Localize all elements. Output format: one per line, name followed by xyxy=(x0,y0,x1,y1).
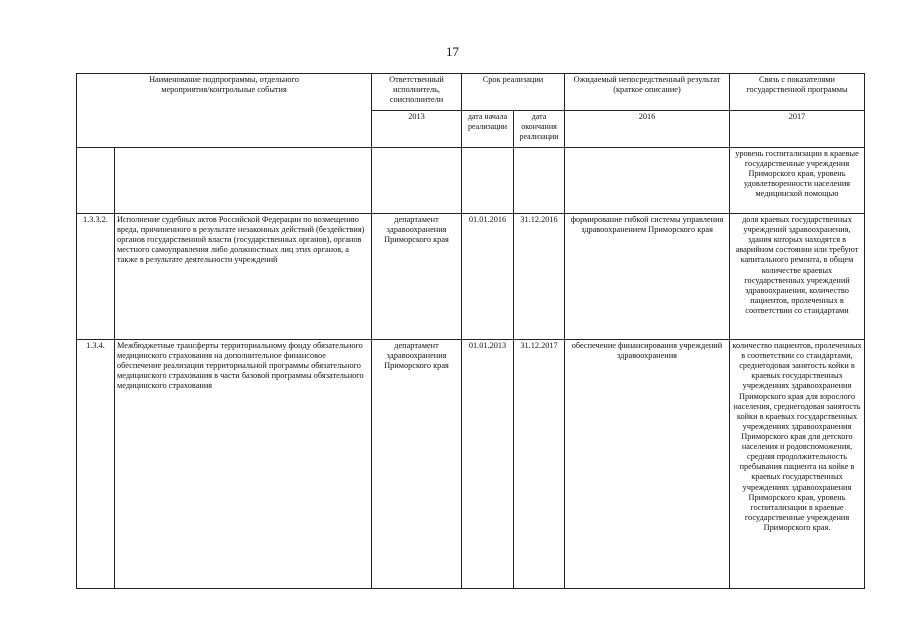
row-start xyxy=(462,148,514,214)
row-relation: доля краевых государственных учреждений здравоохранения, здания которых находятся в аварийном состоянии или требуют капитального ремонта, в общем количестве краевых государственных учреждений здравоохранения, количество пациентов, пролеченных в соответствии со стандартами xyxy=(730,214,865,340)
header-term: Срок реализации xyxy=(462,74,565,111)
row-code xyxy=(77,148,115,214)
row-start: 01.01.2013 xyxy=(462,340,514,589)
header-responsible: Ответственный исполнитель, соисполнители xyxy=(372,74,462,111)
table-row xyxy=(77,214,865,340)
row-responsible: департамент здравоохранения Приморского края xyxy=(372,214,462,340)
row-name: Исполнение судебных актов Российской Федерации по возмещению вреда, причиненного в результате незаконных действий (бездействия) органов государственной власти (государственных органов), органов местного самоуправления либо должностных лиц этих органов, а также в результате деятельности учреждений xyxy=(115,214,372,340)
header-name: Наименование подпрограммы, отдельного мероприятия/контрольные события xyxy=(77,74,372,148)
page-number: 17 xyxy=(446,44,459,59)
row-start: 01.01.2016 xyxy=(462,214,514,340)
row-code: 1.3.4. xyxy=(77,340,115,589)
row-responsible: департамент здравоохранения Приморского края xyxy=(372,340,462,589)
row-expected: обеспечение финансирования учреждений здравоохранения xyxy=(565,340,730,589)
row-expected xyxy=(565,148,730,214)
row-name xyxy=(115,148,372,214)
row-end xyxy=(514,148,565,214)
row-relation: количество пациентов, пролеченных в соответствии со стандартами, среднегодовая занятость койки в краевых государственных учреждениях здравоохранения Приморского края для взрослого населения, среднегодовая занятость койки в краевых государственных учреждениях здравоохранения Приморского края для детского населения и родовспоможения, средняя продолжительность пребывания пациента на койке в краевых государственных учреждениях здравоохранения Приморского края, уровень госпитализации в краевые государственные учреждения Приморского края. xyxy=(730,340,865,589)
table-row xyxy=(77,148,865,214)
row-end: 31.12.2017 xyxy=(514,340,565,589)
row-relation: уровень госпитализации в краевые государственные учреждения Приморского края, уровень удовлетворенности населения медицинской помощью xyxy=(730,148,865,214)
row-name: Межбюджетные трансферты территориальному фонду обязательного медицинского страхования на дополнительное финансовое обеспечение реализации территориальной программы обязательного медицинского страхования в части базовой программы обязательного медицинского страхования xyxy=(115,340,372,589)
header-year-expected: 2016 xyxy=(565,111,730,148)
header-relation: Связь с показателями государственной программы xyxy=(730,74,865,111)
row-expected: формирование гибкой системы управления здравоохранением Приморского края xyxy=(565,214,730,340)
header-year-responsible: 2013 xyxy=(372,111,462,148)
header-start-date: дата начала реализации xyxy=(462,111,514,148)
measures-table xyxy=(76,73,865,589)
row-responsible xyxy=(372,148,462,214)
row-end: 31.12.2016 xyxy=(514,214,565,340)
table-row xyxy=(77,340,865,589)
header-expected: Ожидаемый непосредственный результат (краткое описание) xyxy=(565,74,730,111)
header-year-relation: 2017 xyxy=(730,111,865,148)
header-row-1 xyxy=(77,74,865,111)
row-code: 1.3.3.2. xyxy=(77,214,115,340)
header-end-date: дата окончания реализации xyxy=(514,111,565,148)
